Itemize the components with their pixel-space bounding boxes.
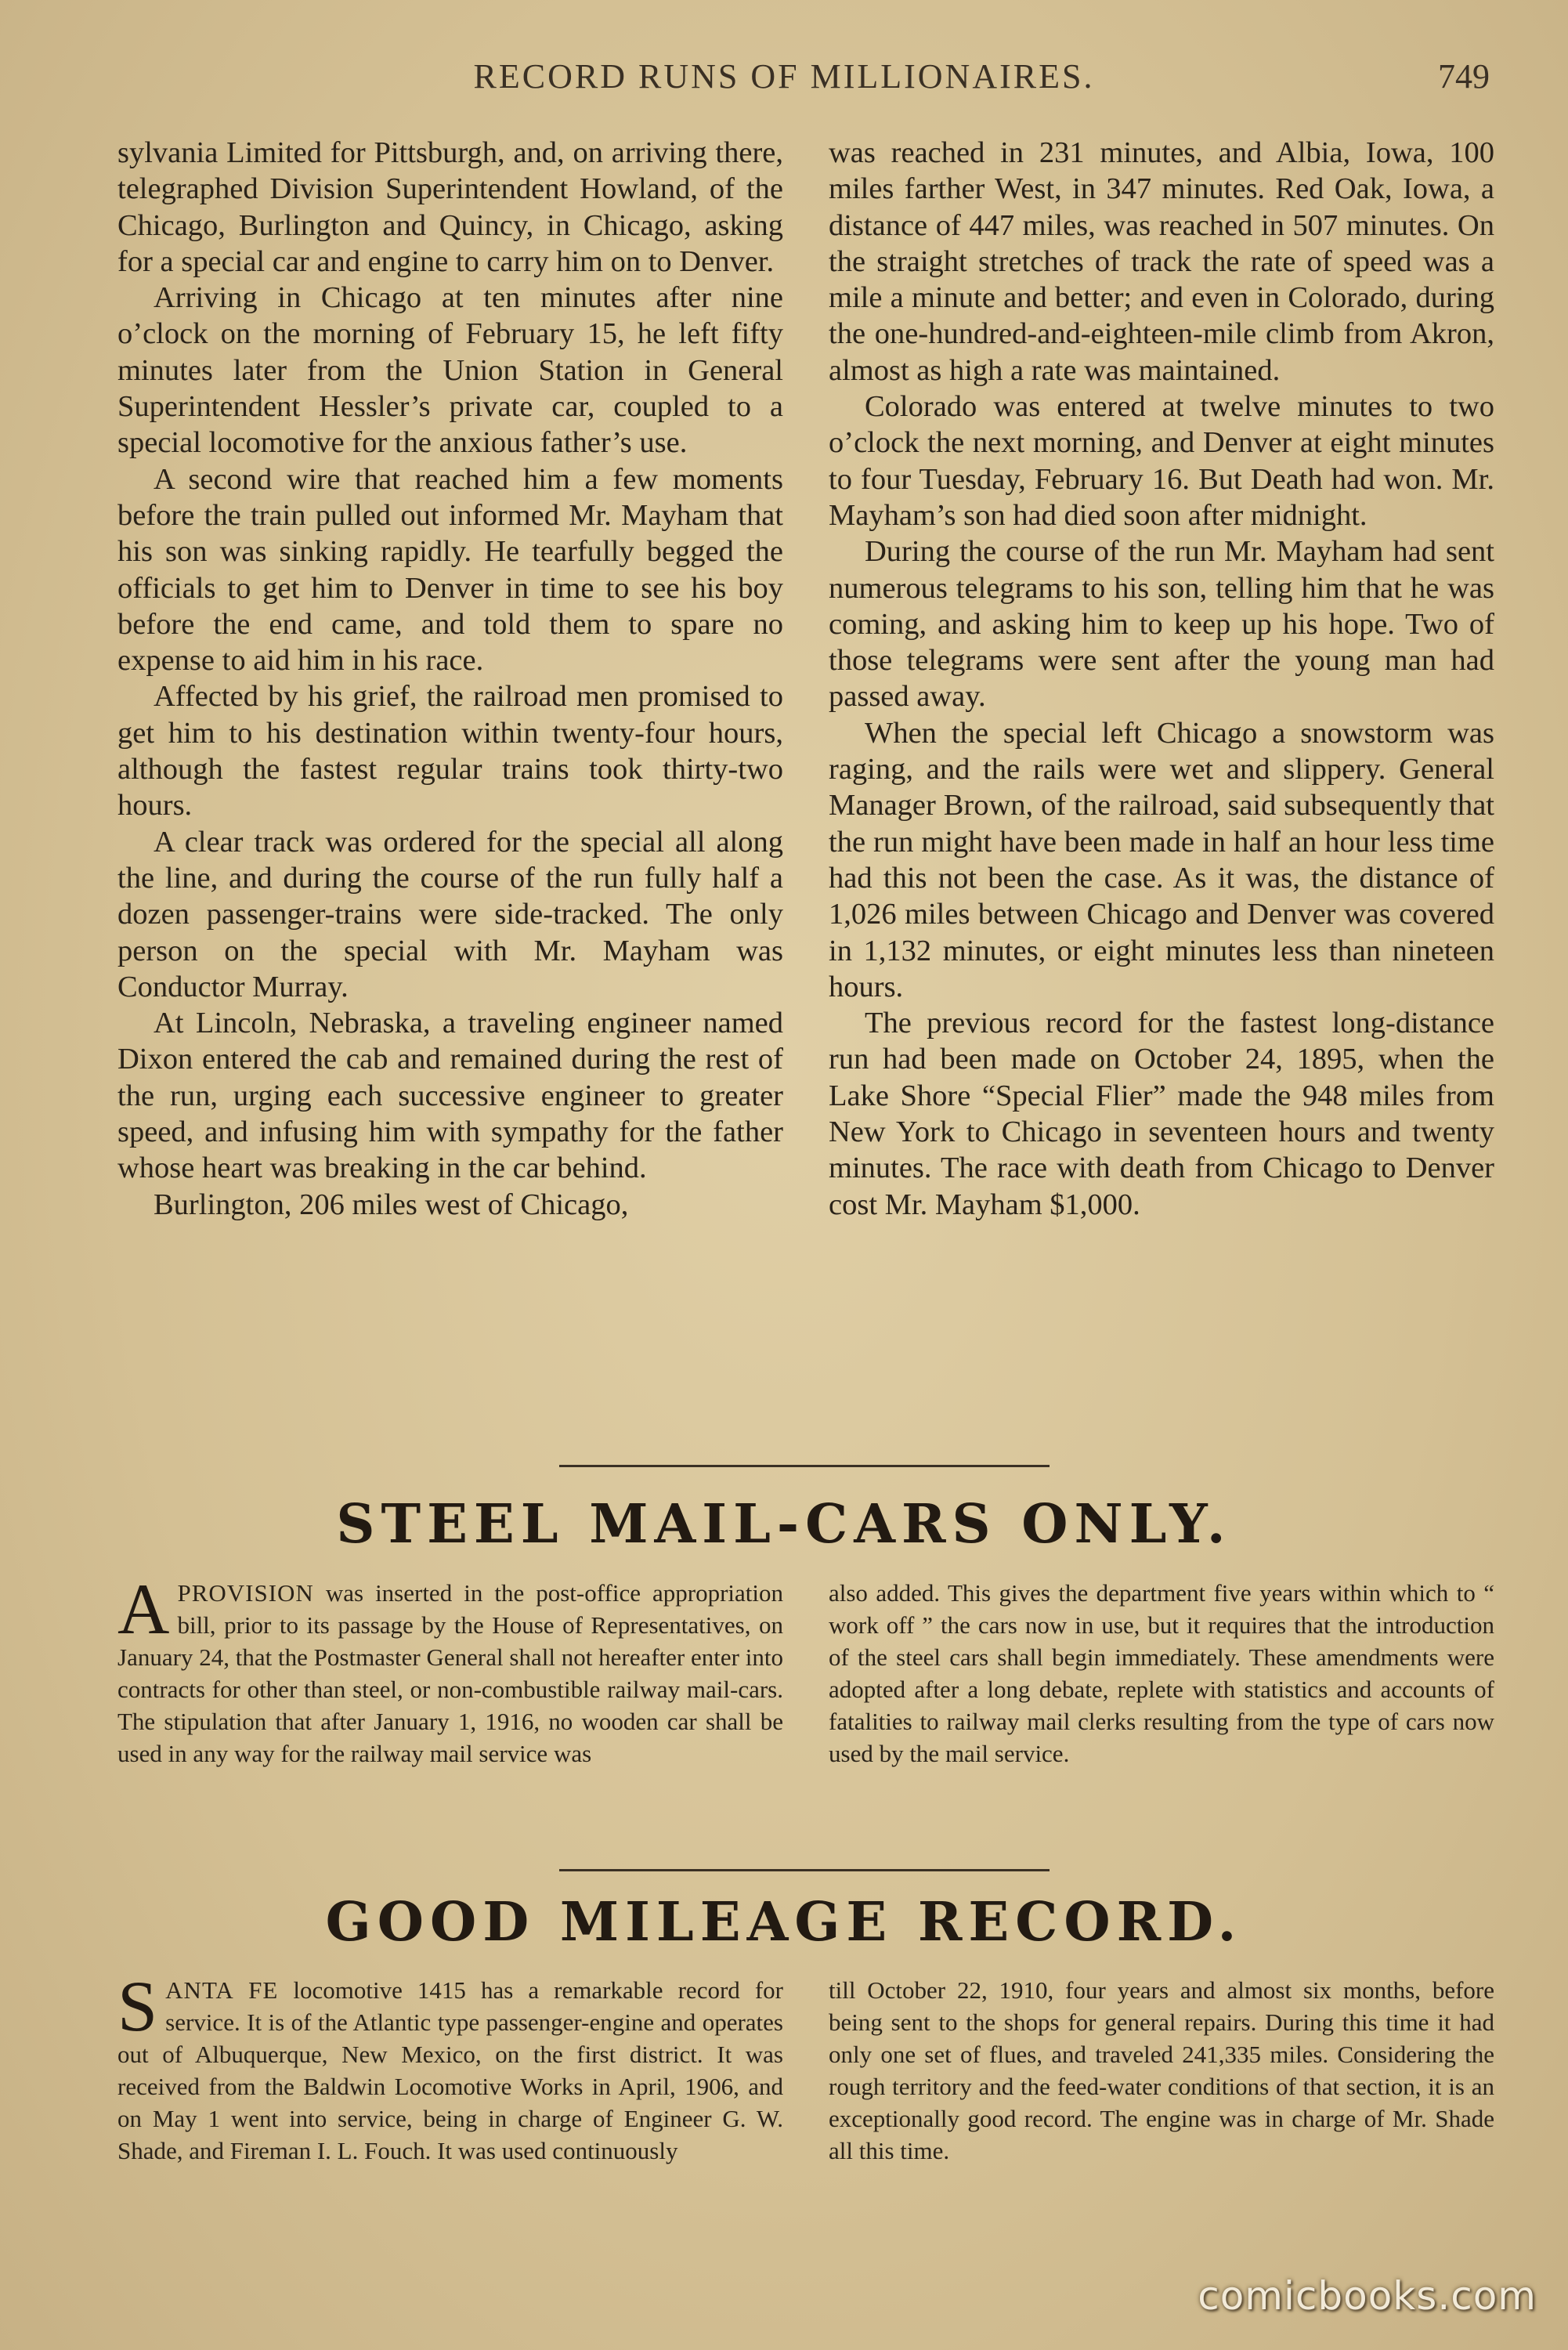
paragraph: At Lincoln, Nebraska, a traveling engineer named Dixon entered the cab and remained during the rest of the run, urging each successive engineer to greater speed, and infusing him with sympathy for the father whose heart was breaking in the car behind. <box>117 1007 783 1185</box>
section-divider <box>559 1869 1050 1871</box>
article1-right-column <box>829 135 1494 1223</box>
paragraph: till October 22, 1910, four years and almost six months, before being sent to the shops for general repairs. During this time it had only one set of flues, and traveled 241,335 miles. Considering the rough territory and the feed-water conditions of that section, it is an exceptionally good record. The engine was in charge of Mr. Shade all this time. <box>829 1976 1494 2164</box>
paragraph: Colorado was entered at twelve minutes to two o’clock the next morning, and Denver at eight minutes to four Tuesday, February 16. But Death had won. Mr. Mayham’s son had died soon after midnight. <box>829 390 1494 532</box>
lead-in: PROVISION <box>177 1579 314 1607</box>
paragraph-text: was inserted in the post-office appropriation bill, prior to its passage by the House of Representatives, on January 24, that the Postmaster General shall not hereafter enter into contracts for other than steel, or non-combustible railway mail-cars. The stipulation that after January 1, 1916, no wooden car shall be used in any way for the railway mail service was <box>117 1579 783 1767</box>
paragraph: Burlington, 206 miles west of Chicago, <box>154 1188 629 1221</box>
section-divider <box>559 1465 1050 1467</box>
running-title: RECORD RUNS OF MILLIONAIRES. <box>473 57 1095 96</box>
paragraph: Affected by his grief, the railroad men promised to get him to his destination within twenty-four hours, although the fastest regular trains took thirty-two hours. <box>117 680 783 822</box>
paragraph <box>117 1569 783 1770</box>
article2-left-column <box>117 1569 783 1770</box>
drop-cap: S <box>117 1966 158 2046</box>
paragraph: During the course of the run Mr. Mayham had sent numerous telegrams to his son, telling him that he was coming, and asking him to keep up his hope. Two of those telegrams were sent after the young man had passed away. <box>829 535 1494 714</box>
paragraph: A second wire that reached him a few moments before the train pulled out informed Mr. Mayham that his son was sinking rapidly. He tearfully begged the officials to get him to Denver in time to see his boy before the end came, and told them to spare no expense to aid him in his race. <box>117 462 783 678</box>
paragraph: Arriving in Chicago at ten minutes after nine o’clock on the morning of February 15, he left fifty minutes later from the Union Station in General Superintendent Hessler’s private car, coupled to a special locomotive for the anxious father’s use. <box>117 281 783 460</box>
article2-right-column <box>829 1577 1494 1770</box>
paragraph <box>117 1966 783 2167</box>
paragraph: was reached in 231 minutes, and Albia, Iowa, 100 miles farther West, in 347 minutes. Red Oak, Iowa, a distance of 447 miles, was reached in 507 minutes. On the straight stretches of track the rate of speed was a mile a minute and better; and even in Colorado, during the one-hundred-and-eighteen-mile climb from Akron, almost as high a rate was maintained. <box>829 136 1494 387</box>
paragraph-text: locomotive 1415 has a remarkable record for service. It is of the Atlantic type passenger-engine and operates out of Albuquerque, New Mexico, on the first district. It was received from the Baldwin Locomotive Works in April, 1906, and on May 1 went into service, being in charge of Engineer G. W. Shade, and Fireman I. L. Fouch. It was used continuously <box>117 1976 783 2164</box>
page-number: 749 <box>1438 57 1490 96</box>
drop-cap: A <box>117 1569 170 1649</box>
paragraph: also added. This gives the department five years within which to “ work off ” the cars now in use, but it requires that the introduction of the steel cars shall begin immediately. These amendments were adopted after a long debate, replete with statistics and accounts of fatalities to railway mail clerks resulting from the type of cars now used by the mail service. <box>829 1579 1494 1767</box>
article-headline: GOOD MILEAGE RECORD. <box>325 1891 1243 1954</box>
article3-left-column <box>117 1966 783 2167</box>
paragraph: The previous record for the fastest long-distance run had been made on October 24, 1895, when the Lake Shore “Special Flier” made the 948 miles from New York to Chicago in seventeen hours and twenty minutes. The race with death from Chicago to Denver cost Mr. Mayham $1,000. <box>829 1007 1494 1221</box>
running-head <box>0 56 1568 103</box>
article1-left-column <box>117 135 783 1223</box>
article3-right-column <box>829 1974 1494 2167</box>
paragraph: A clear track was ordered for the special all along the line, and during the course of the run fully half a dozen passenger-trains were side-tracked. The only person on the special with Mr. Mayham was Conductor Murray. <box>117 825 783 1003</box>
site-watermark: comicbooks.com <box>1198 2273 1537 2319</box>
paragraph: When the special left Chicago a snowstorm was raging, and the rails were wet and slippery. General Manager Brown, of the railroad, said subsequently that the run might have been made in half an hour less time had this not been the case. As it was, the distance of 1,026 miles between Chicago and Denver was covered in 1,132 minutes, or eight minutes less than nineteen hours. <box>829 716 1494 1003</box>
article-headline: STEEL MAIL-CARS ONLY. <box>336 1493 1232 1556</box>
lead-in: ANTA FE <box>165 1976 279 2004</box>
paragraph: sylvania Limited for Pittsburgh, and, on arriving there, telegraphed Division Superintendent Howland, of the Chicago, Burlington and Quincy, in Chicago, asking for a special car and engine to carry him on to Denver. <box>117 136 783 278</box>
